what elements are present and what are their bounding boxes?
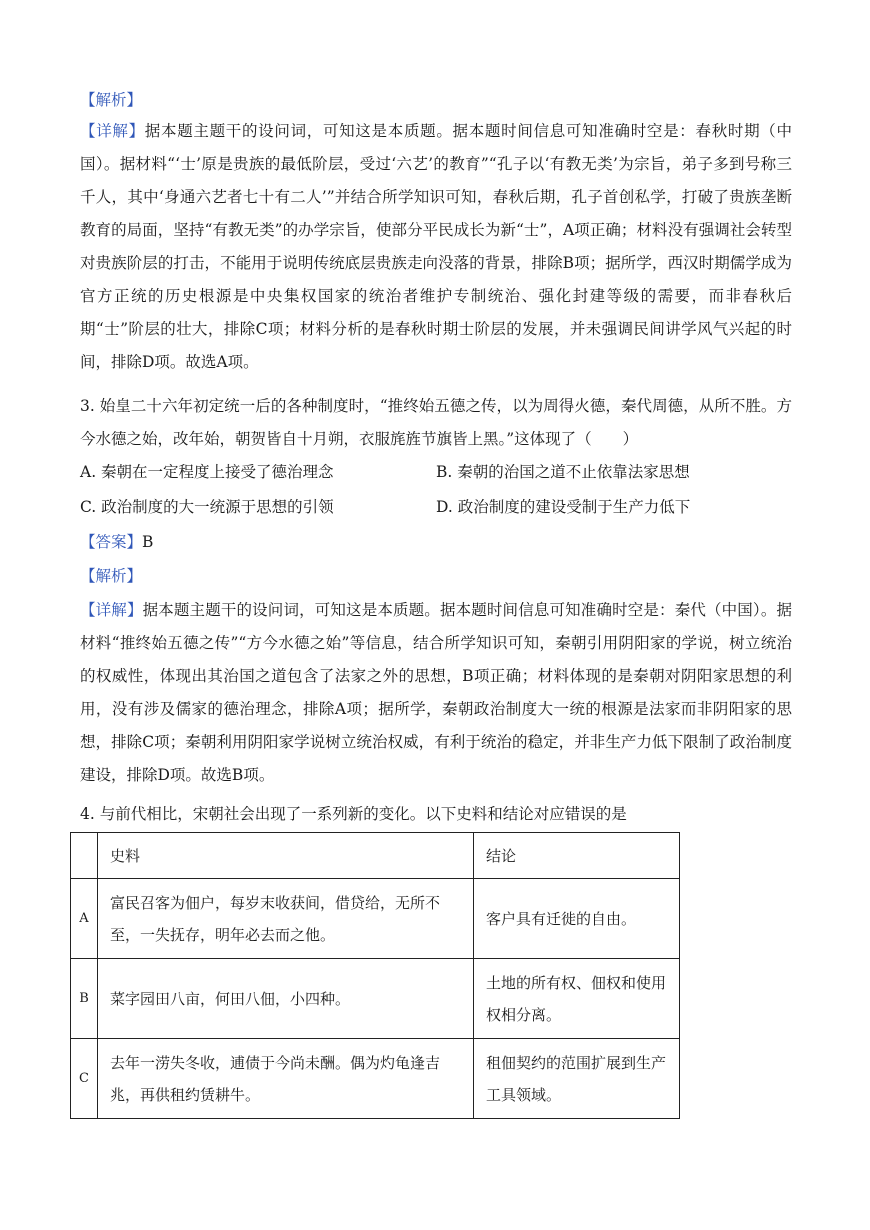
row-material: 菜字园田八亩，何田八佃，小四种。 <box>98 959 474 1039</box>
row-key: A <box>71 879 98 959</box>
q3-option-b: B. 秦朝的治国之道不止依靠法家思想 <box>436 463 690 481</box>
question-4-stem: 4. 与前代相比，宋朝社会出现了一系列新的变化。以下史料和结论对应错误的是 <box>80 805 627 823</box>
q3-option-d: D. 政治制度的建设受制于生产力低下 <box>436 498 691 516</box>
table-row <box>71 1039 680 1119</box>
detail-tag: 【详解】 <box>80 122 145 140</box>
table-header-row <box>71 833 680 879</box>
analysis-label <box>80 84 792 117</box>
q4-table <box>70 832 680 1119</box>
row-conclusion: 租佃契约的范围扩展到生产工具领域。 <box>474 1039 680 1119</box>
table-header-key <box>71 833 98 879</box>
table-row <box>71 959 680 1039</box>
answer-tag: 【答案】 <box>80 533 143 551</box>
detail-paragraph-q2 <box>80 115 792 379</box>
q3-option-c: C. 政治制度的大一统源于思想的引领 <box>80 498 334 516</box>
row-material: 富民召客为佃户，每岁末收获间，借贷给，无所不至，一失抚存，明年必去而之他。 <box>98 879 474 959</box>
q3-option-a: A. 秦朝在一定程度上接受了德治理念 <box>80 463 334 481</box>
detail-paragraph-q3 <box>80 594 792 792</box>
q3-analysis-label <box>80 560 792 593</box>
question-3-stem: 3. 始皇二十六年初定统一后的各种制度时，“推终始五德之传，以为周得火德，秦代周德，从所不胜。方今水德之始，改年始，朝贺皆自十月朔，衣服旄旌节旗皆上黑。”这体现了（ ） <box>80 397 792 448</box>
q3-answer <box>80 526 792 559</box>
detail-text: 据本题主题干的设问词，可知这是本质题。据本题时间信息可知准确时空是：春秋时期（中国）。据材料“‘士’原是贵族的最低阶层，受过‘六艺’的教育”“孔子以‘有教无类’为宗旨，弟子多到号称三千人，其中‘身通六艺者七十有二人’”并结合所学知识可知，春秋后期，孔子首创私学，打破了贵族垄断教育的局面，坚持“有教无类”的办学宗旨，使部分平民成长为新“士”，A项正确；材料没有强调社会转型对贵族阶层的打击，不能用于说明传统底层贵族走向没落的背景，排除B项；据所学，西汉时期儒学成为官方正统的历史根源是中央集权国家的统治者维护专制统治、强化封建等级的需要，而非春秋后期“士”阶层的壮大，排除C项；材料分析的是春秋时期士阶层的发展，并未强调民间讲学风气兴起的时间，排除D项。故选A项。 <box>80 122 792 371</box>
table-row <box>71 879 680 959</box>
row-key: C <box>71 1039 98 1119</box>
answer-value: B <box>142 533 154 551</box>
analysis-tag: 【解析】 <box>80 91 143 109</box>
row-conclusion: 客户具有迁徙的自由。 <box>474 879 680 959</box>
detail-tag: 【详解】 <box>80 601 143 619</box>
row-material: 去年一涝失冬收，逋债于今尚未酬。偶为灼龟逢吉兆，再供租约赁耕牛。 <box>98 1039 474 1119</box>
table-header-conclusion: 结论 <box>474 833 680 879</box>
detail-text: 据本题主题干的设问词，可知这是本质题。据本题时间信息可知准确时空是：秦代（中国）。据材料“推终始五德之传”“方今水德之始”等信息，结合所学知识可知，秦朝引用阴阳家的学说，树立统治的权威性，体现出其治国之道包含了法家之外的思想，B项正确；材料体现的是秦朝对阴阳家思想的利用，没有涉及儒家的德治理念，排除A项；据所学，秦朝政治制度大一统的根源是法家而非阴阳家的思想，排除C项；秦朝利用阴阳家学说树立统治权威，有利于统治的稳定，并非生产力低下限制了政治制度建设，排除D项。故选B项。 <box>80 601 792 784</box>
row-key: B <box>71 959 98 1039</box>
analysis-tag: 【解析】 <box>80 567 143 585</box>
table-header-material: 史料 <box>98 833 474 879</box>
row-conclusion: 土地的所有权、佃权和使用权相分离。 <box>474 959 680 1039</box>
